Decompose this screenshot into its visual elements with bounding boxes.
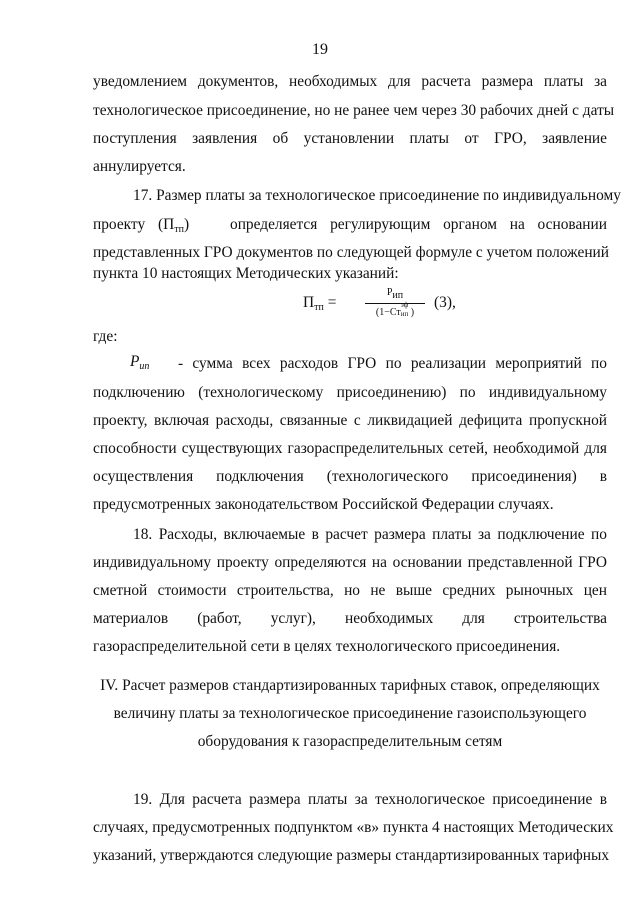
definition-line: способности существующих газораспределительных сетей, необходимой для bbox=[93, 440, 607, 457]
text-line: уведомлением документов, необходимых для расчета размера платы за bbox=[93, 73, 607, 90]
definition-line: проекту, включая расходы, связанные с ликвидацией дефицита пропускной bbox=[93, 412, 607, 429]
fraction-bar bbox=[365, 303, 425, 304]
paragraph-17-line bbox=[93, 215, 607, 235]
paragraph-17-line: 17. Размер платы за технологическое присоединение по индивидуальному bbox=[133, 187, 621, 204]
paragraph-18-line: 18. Расходы, включаемые в расчет размера платы за подключение по bbox=[133, 526, 607, 543]
denominator-scripts bbox=[400, 301, 411, 318]
text-line: аннулируется. bbox=[93, 158, 186, 175]
section-heading-line: оборудования к газораспределительным сетям bbox=[197, 733, 503, 750]
symbol-subscript: ип bbox=[139, 361, 150, 372]
paragraph-19-line: 19. Для расчета размера платы за технологическое присоединение в bbox=[133, 791, 607, 808]
page-number: 19 bbox=[312, 41, 328, 58]
paragraph-19-line: случаях, предусмотренных подпунктом «в» пункта 4 настоящих Методических bbox=[93, 819, 614, 836]
formula-equals: = bbox=[323, 294, 337, 311]
denominator-subscript: ип bbox=[400, 310, 409, 318]
formula-lhs-symbol: П bbox=[303, 294, 315, 311]
definition-line: осуществления подключения (технологического присоединения) в bbox=[93, 468, 607, 485]
paragraph-18-line: сметной стоимости строительства, но не выше средних рыночных цен bbox=[93, 582, 607, 599]
symbol-ptp: $(П_{тп})$ bbox=[158, 216, 190, 235]
numerator-subscript: ип bbox=[392, 290, 404, 301]
paragraph-19-line: указаний, утверждаются следующие размеры стандартизированных тарифных bbox=[93, 847, 610, 864]
where-label: где: bbox=[93, 328, 118, 345]
formula-fraction bbox=[365, 287, 425, 319]
symbol-letter: П bbox=[163, 216, 175, 233]
formula-3 bbox=[303, 287, 543, 321]
text-line: технологическое присоединение, но не ранее чем через 30 рабочих дней с даты bbox=[93, 102, 615, 119]
denominator-close: ) bbox=[410, 307, 415, 318]
text-span: - сумма всех расходов ГРО по реализации мероприятий по bbox=[178, 355, 607, 372]
numerator-symbol: Р bbox=[386, 287, 393, 298]
text-span: проекту bbox=[93, 216, 146, 233]
section-heading-line: величину платы за технологическое присоединение газоиспользующего bbox=[113, 705, 587, 722]
formula-denominator bbox=[365, 301, 425, 319]
definition-line: предусмотренных законодательством Российской Федерации случаях. bbox=[93, 496, 554, 513]
definition-line: подключению (технологическому присоединению) по индивидуальному bbox=[93, 384, 607, 401]
paragraph-18-line: индивидуальному проекту определяются на основании представленной ГРО bbox=[93, 554, 607, 571]
paragraph-18-line: газораспределительной сети в целях технологического присоединения. bbox=[93, 638, 561, 655]
symbol-subscript: тп bbox=[174, 224, 184, 235]
text-span: определяется регулирующим органом на основании bbox=[230, 216, 607, 233]
formula-number: (3), bbox=[434, 294, 456, 311]
paragraph-17-line: пункта 10 настоящих Методических указаний: bbox=[93, 265, 399, 282]
formula-numerator bbox=[365, 287, 425, 302]
text-line: поступления заявления об установлении платы от ГРО, заявление bbox=[93, 130, 607, 147]
section-heading-line: IV. Расчет размеров стандартизированных тарифных ставок, определяющих bbox=[100, 677, 600, 694]
denominator-superscript: эф bbox=[400, 301, 409, 309]
denominator-text: (1−Ст bbox=[375, 307, 401, 318]
formula-lhs bbox=[303, 294, 336, 313]
symbol-pip bbox=[130, 352, 149, 377]
definition-line bbox=[93, 354, 607, 374]
symbol-letter: Р bbox=[130, 353, 140, 370]
paragraph-18-line: материалов (работ, услуг), необходимых для строительства bbox=[93, 610, 607, 627]
paragraph-17-line: представленных ГРО документов по следующей формуле с учетом положений bbox=[93, 244, 610, 261]
formula-lhs-subscript: тп bbox=[314, 302, 324, 313]
